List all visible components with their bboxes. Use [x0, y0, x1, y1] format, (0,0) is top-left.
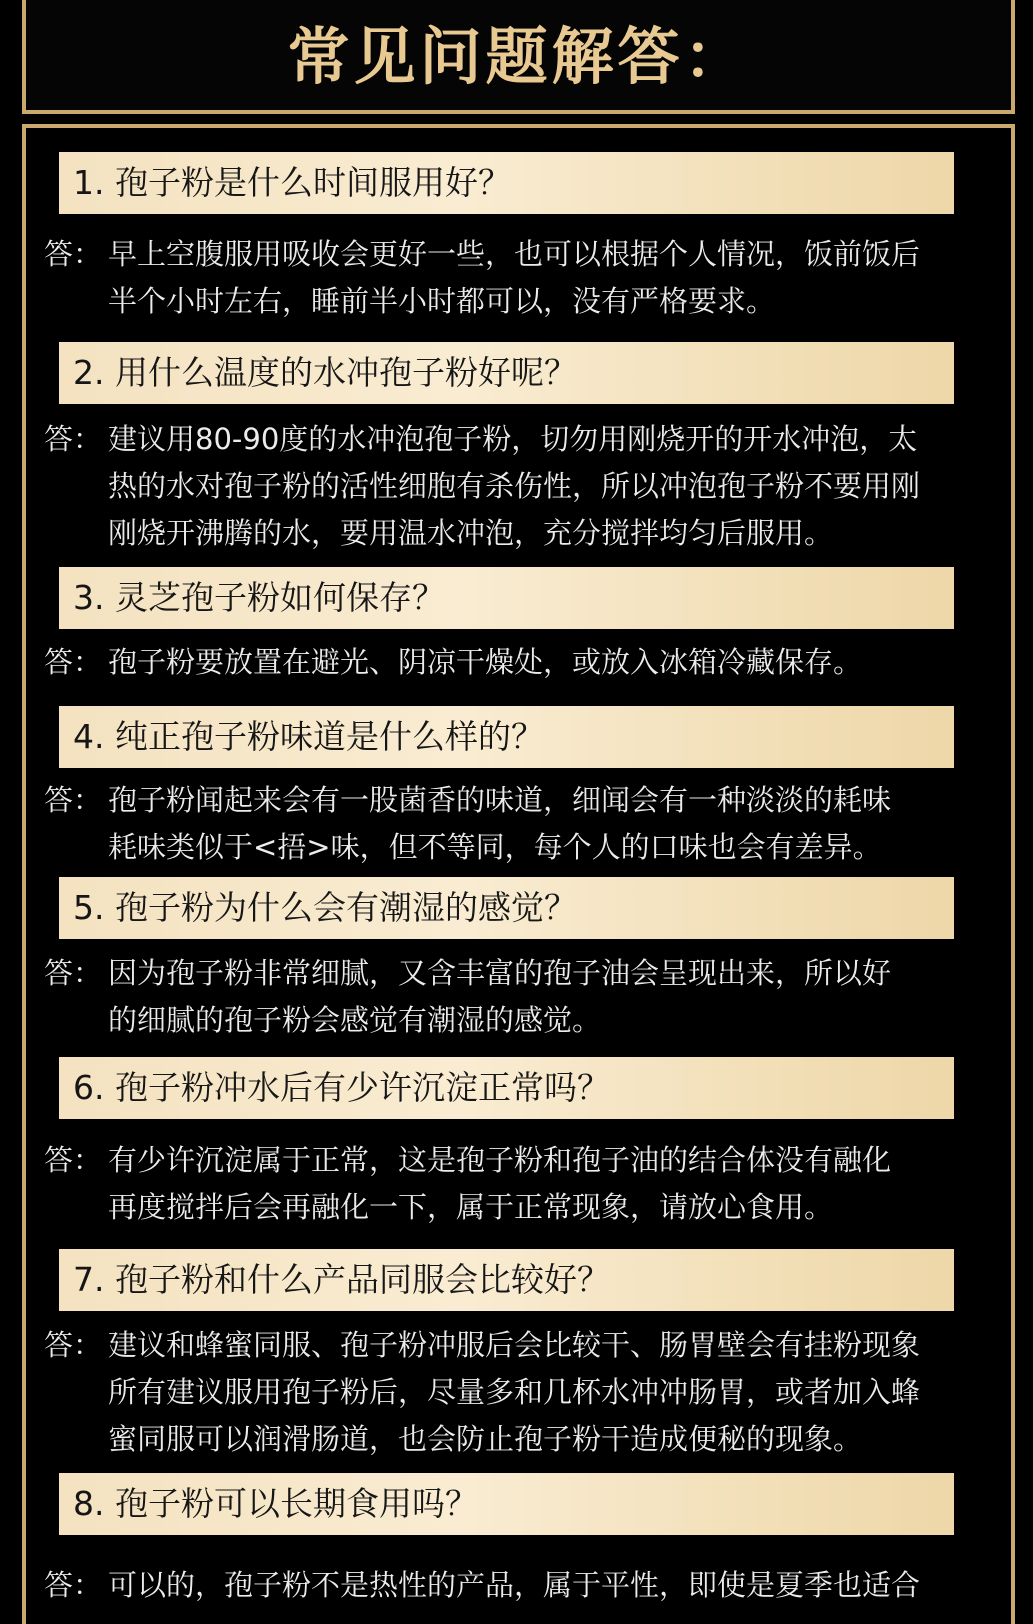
- answer-line: 再度搅拌后会再融化一下，属于正常现象，请放心食用。: [108, 1190, 834, 1224]
- answer-line: 蜜同服可以润滑肠道，也会防止孢子粉干造成便秘的现象。: [108, 1422, 863, 1456]
- answer-line: 孢子粉闻起来会有一股菌香的味道，细闻会有一种淡淡的耗味: [108, 783, 892, 817]
- question-bar: 1. 孢子粉是什么时间服用好？: [59, 152, 954, 214]
- question-bar: 2. 用什么温度的水冲孢子粉好呢？: [59, 342, 954, 404]
- answer-line: 孢子粉要放置在避光、阴凉干燥处，或放入冰箱冷藏保存。: [108, 645, 863, 679]
- answer-prefix: 答：: [44, 237, 103, 271]
- answer-line: 的细腻的孢子粉会感觉有潮湿的感觉。: [108, 1003, 602, 1037]
- answer-line: 所有建议服用孢子粉后，尽量多和几杯水冲冲肠胃，或者加入蜂: [108, 1375, 921, 1409]
- question-bar: 5. 孢子粉为什么会有潮湿的感觉？: [59, 877, 954, 939]
- answer-prefix: 答：: [44, 1328, 103, 1362]
- answer-line: 建议用80-90度的水冲泡孢子粉，切勿用刚烧开的开水冲泡，太: [108, 422, 918, 456]
- answer-line: 因为孢子粉非常细腻，又含丰富的孢子油会呈现出来，所以好: [108, 956, 892, 990]
- page-title: 常见问题解答：: [287, 20, 750, 93]
- answer-prefix: 答：: [44, 422, 103, 456]
- answer-prefix: 答：: [44, 783, 103, 817]
- title-banner: [22, 0, 1015, 114]
- question-bar: 8. 孢子粉可以长期食用吗？: [59, 1473, 954, 1535]
- answer-line: 建议和蜂蜜同服、孢子粉冲服后会比较干、肠胃壁会有挂粉现象: [108, 1328, 921, 1362]
- question-bar: 6. 孢子粉冲水后有少许沉淀正常吗？: [59, 1057, 954, 1119]
- answer-line: 刚烧开沸腾的水，要用温水冲泡，充分搅拌均匀后服用。: [108, 516, 834, 550]
- answer-line: 早上空腹服用吸收会更好一些，也可以根据个人情况，饭前饭后: [108, 237, 921, 271]
- answer-line: 耗味类似于<捂>味，但不等同，每个人的口味也会有差异。: [108, 830, 882, 864]
- answer-prefix: 答：: [44, 1143, 103, 1177]
- answer-prefix: 答：: [44, 956, 103, 990]
- question-bar: 3. 灵芝孢子粉如何保存？: [59, 567, 954, 629]
- question-bar: 7. 孢子粉和什么产品同服会比较好？: [59, 1249, 954, 1311]
- answer-prefix: 答：: [44, 645, 103, 679]
- answer-line: 热的水对孢子粉的活性细胞有杀伤性，所以冲泡孢子粉不要用刚: [108, 469, 921, 503]
- answer-line: 可以的，孢子粉不是热性的产品，属于平性，即使是夏季也适合: [108, 1568, 921, 1602]
- answer-prefix: 答：: [44, 1568, 103, 1602]
- answer-line: 半个小时左右，睡前半小时都可以，没有严格要求。: [108, 284, 776, 318]
- answer-line: 有少许沉淀属于正常，这是孢子粉和孢子油的结合体没有融化: [108, 1143, 892, 1177]
- question-bar: 4. 纯正孢子粉味道是什么样的？: [59, 706, 954, 768]
